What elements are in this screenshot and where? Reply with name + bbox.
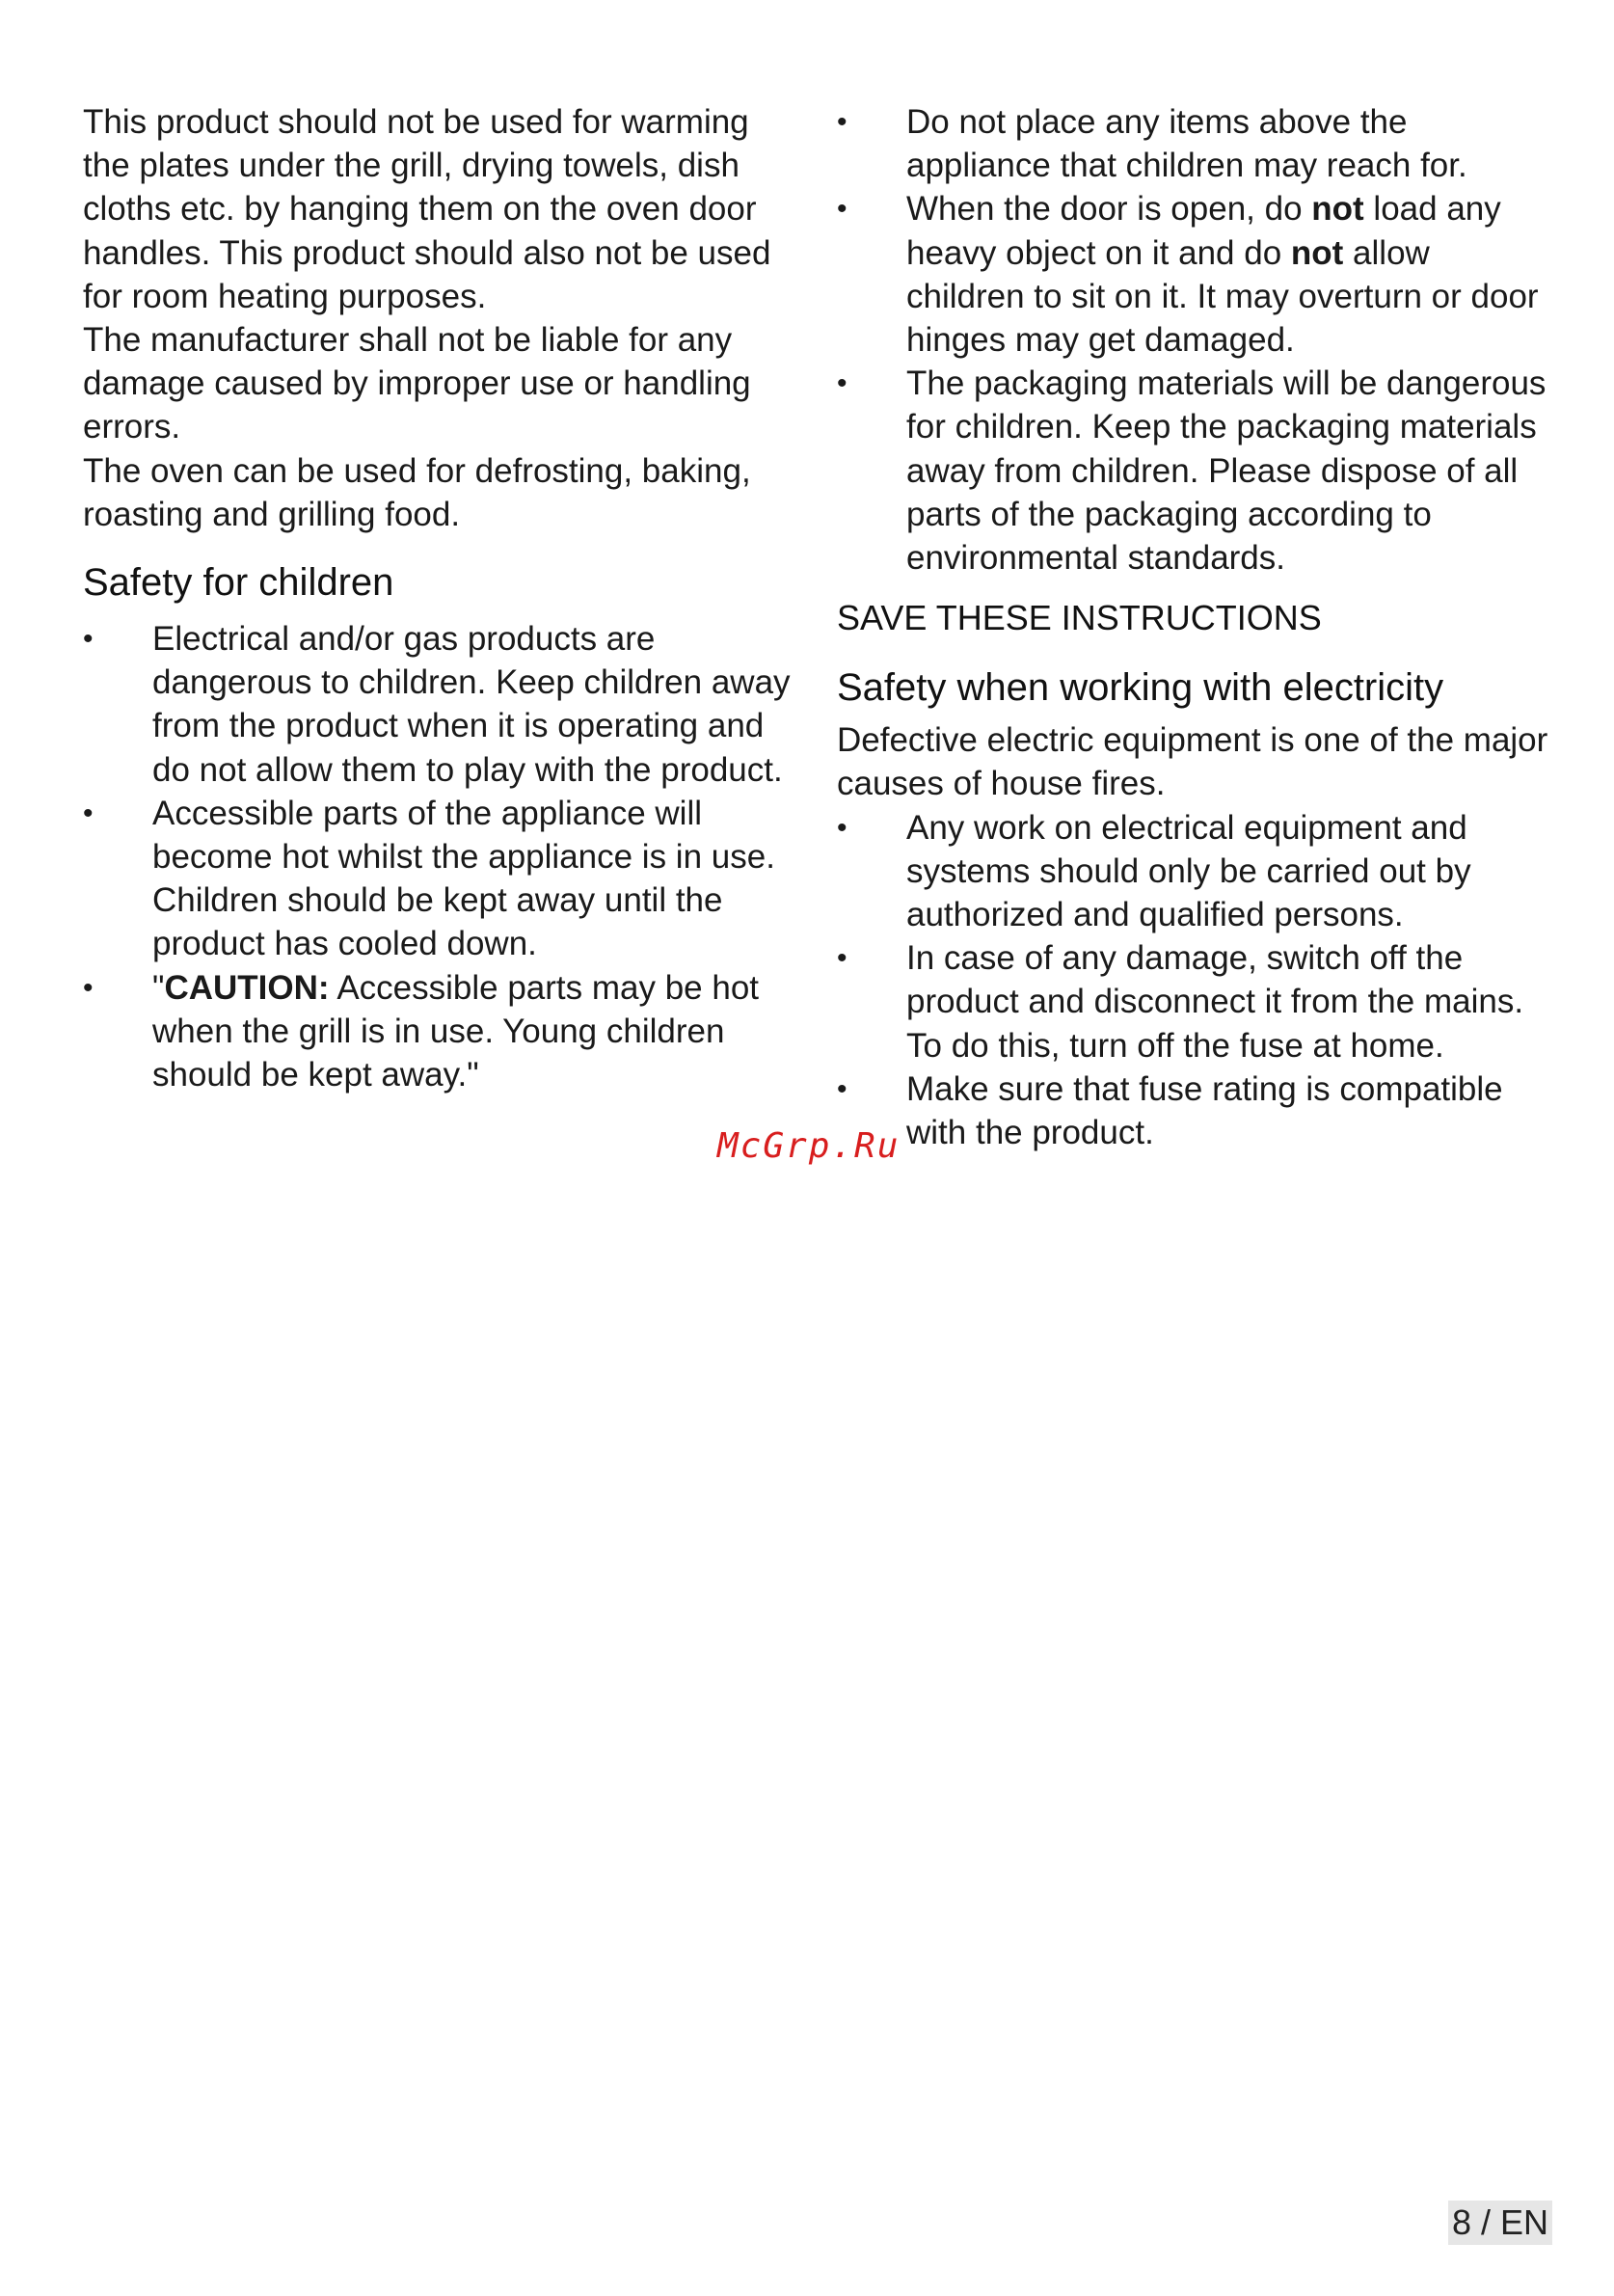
list-item-text: Any work on electrical equipment and systems should only be carried out by authorized and qualified persons. [906,808,1471,934]
bullet-icon: • [83,797,94,829]
door-safety-list [837,100,1550,580]
list-item-text-c: allow children to sit on it. It may overturn or door hinges may get damaged. [906,233,1539,360]
emphasis-not: not [1311,190,1364,229]
list-item-caution [83,966,796,1097]
list-item [837,100,1550,187]
watermark: McGrp.Ru [717,1126,901,1166]
save-instructions-heading: SAVE THESE INSTRUCTIONS [837,598,1322,638]
list-item-text: Accessible parts of the appliance will become hot whilst the appliance is in use. Children should be kept away until the product has cooled down. [152,794,775,963]
page-number: 8 / EN [1448,2201,1552,2245]
bullet-icon: • [837,106,847,138]
list-item-text: In case of any damage, switch off the product and disconnect it from the mains. To do this, turn off the fuse at home. [906,939,1524,1065]
list-item [83,792,796,966]
bullet-icon: • [837,942,847,975]
list-item-text-a: When the door is open, do [906,190,1312,229]
electricity-intro: Defective electric equipment is one of the major causes of house fires. [837,721,1548,803]
list-item [837,806,1550,937]
list-item-text: Do not place any items above the appliance that children may reach for. [906,103,1467,185]
heading-safety-electricity: Safety when working with electricity [837,666,1444,710]
intro-paragraph-1: This product should not be used for warming the plates under the grill, drying towels, dish cloths etc. by hanging them on the oven door handles. This product should also not be used for room heating purposes. [83,103,771,315]
bullet-icon: • [83,971,94,1004]
heading-safety-children: Safety for children [83,561,394,605]
intro-paragraph-3: The oven can be used for defrosting, baking, roasting and grilling food. [83,451,751,533]
emphasis-not: not [1290,233,1344,272]
right-column [837,100,1550,1154]
children-safety-list [83,617,796,1096]
bullet-icon: • [837,1072,847,1105]
list-item [837,936,1550,1067]
list-item-text-b: load any heavy object on it and do [906,190,1501,272]
list-item [837,1067,1550,1154]
bullet-icon: • [837,193,847,226]
list-item-text: Make sure that fuse rating is compatible with the product. [906,1069,1503,1152]
caution-label: CAUTION: [164,968,330,1007]
list-item [837,362,1550,580]
bullet-icon: • [837,811,847,844]
list-item-text: Electrical and/or gas products are dangerous to children. Keep children away from the product when it is operating and do not allow them to play with the product. [152,620,791,789]
caution-quote-open: " [152,968,165,1007]
intro-paragraph-2: The manufacturer shall not be liable for any damage caused by improper use or handling errors. [83,321,751,446]
list-item [837,187,1550,362]
left-column [83,100,796,1096]
caution-text: Accessible parts may be hot when the grill is in use. Young children should be kept away." [152,968,760,1094]
list-item-text: The packaging materials will be dangerous for children. Keep the packaging materials away from children. Please dispose of all parts of the packaging according to environmental standards. [906,365,1547,578]
list-item [83,617,796,792]
bullet-icon: • [83,623,94,656]
bullet-icon: • [837,367,847,400]
electricity-safety-list [837,806,1550,1155]
